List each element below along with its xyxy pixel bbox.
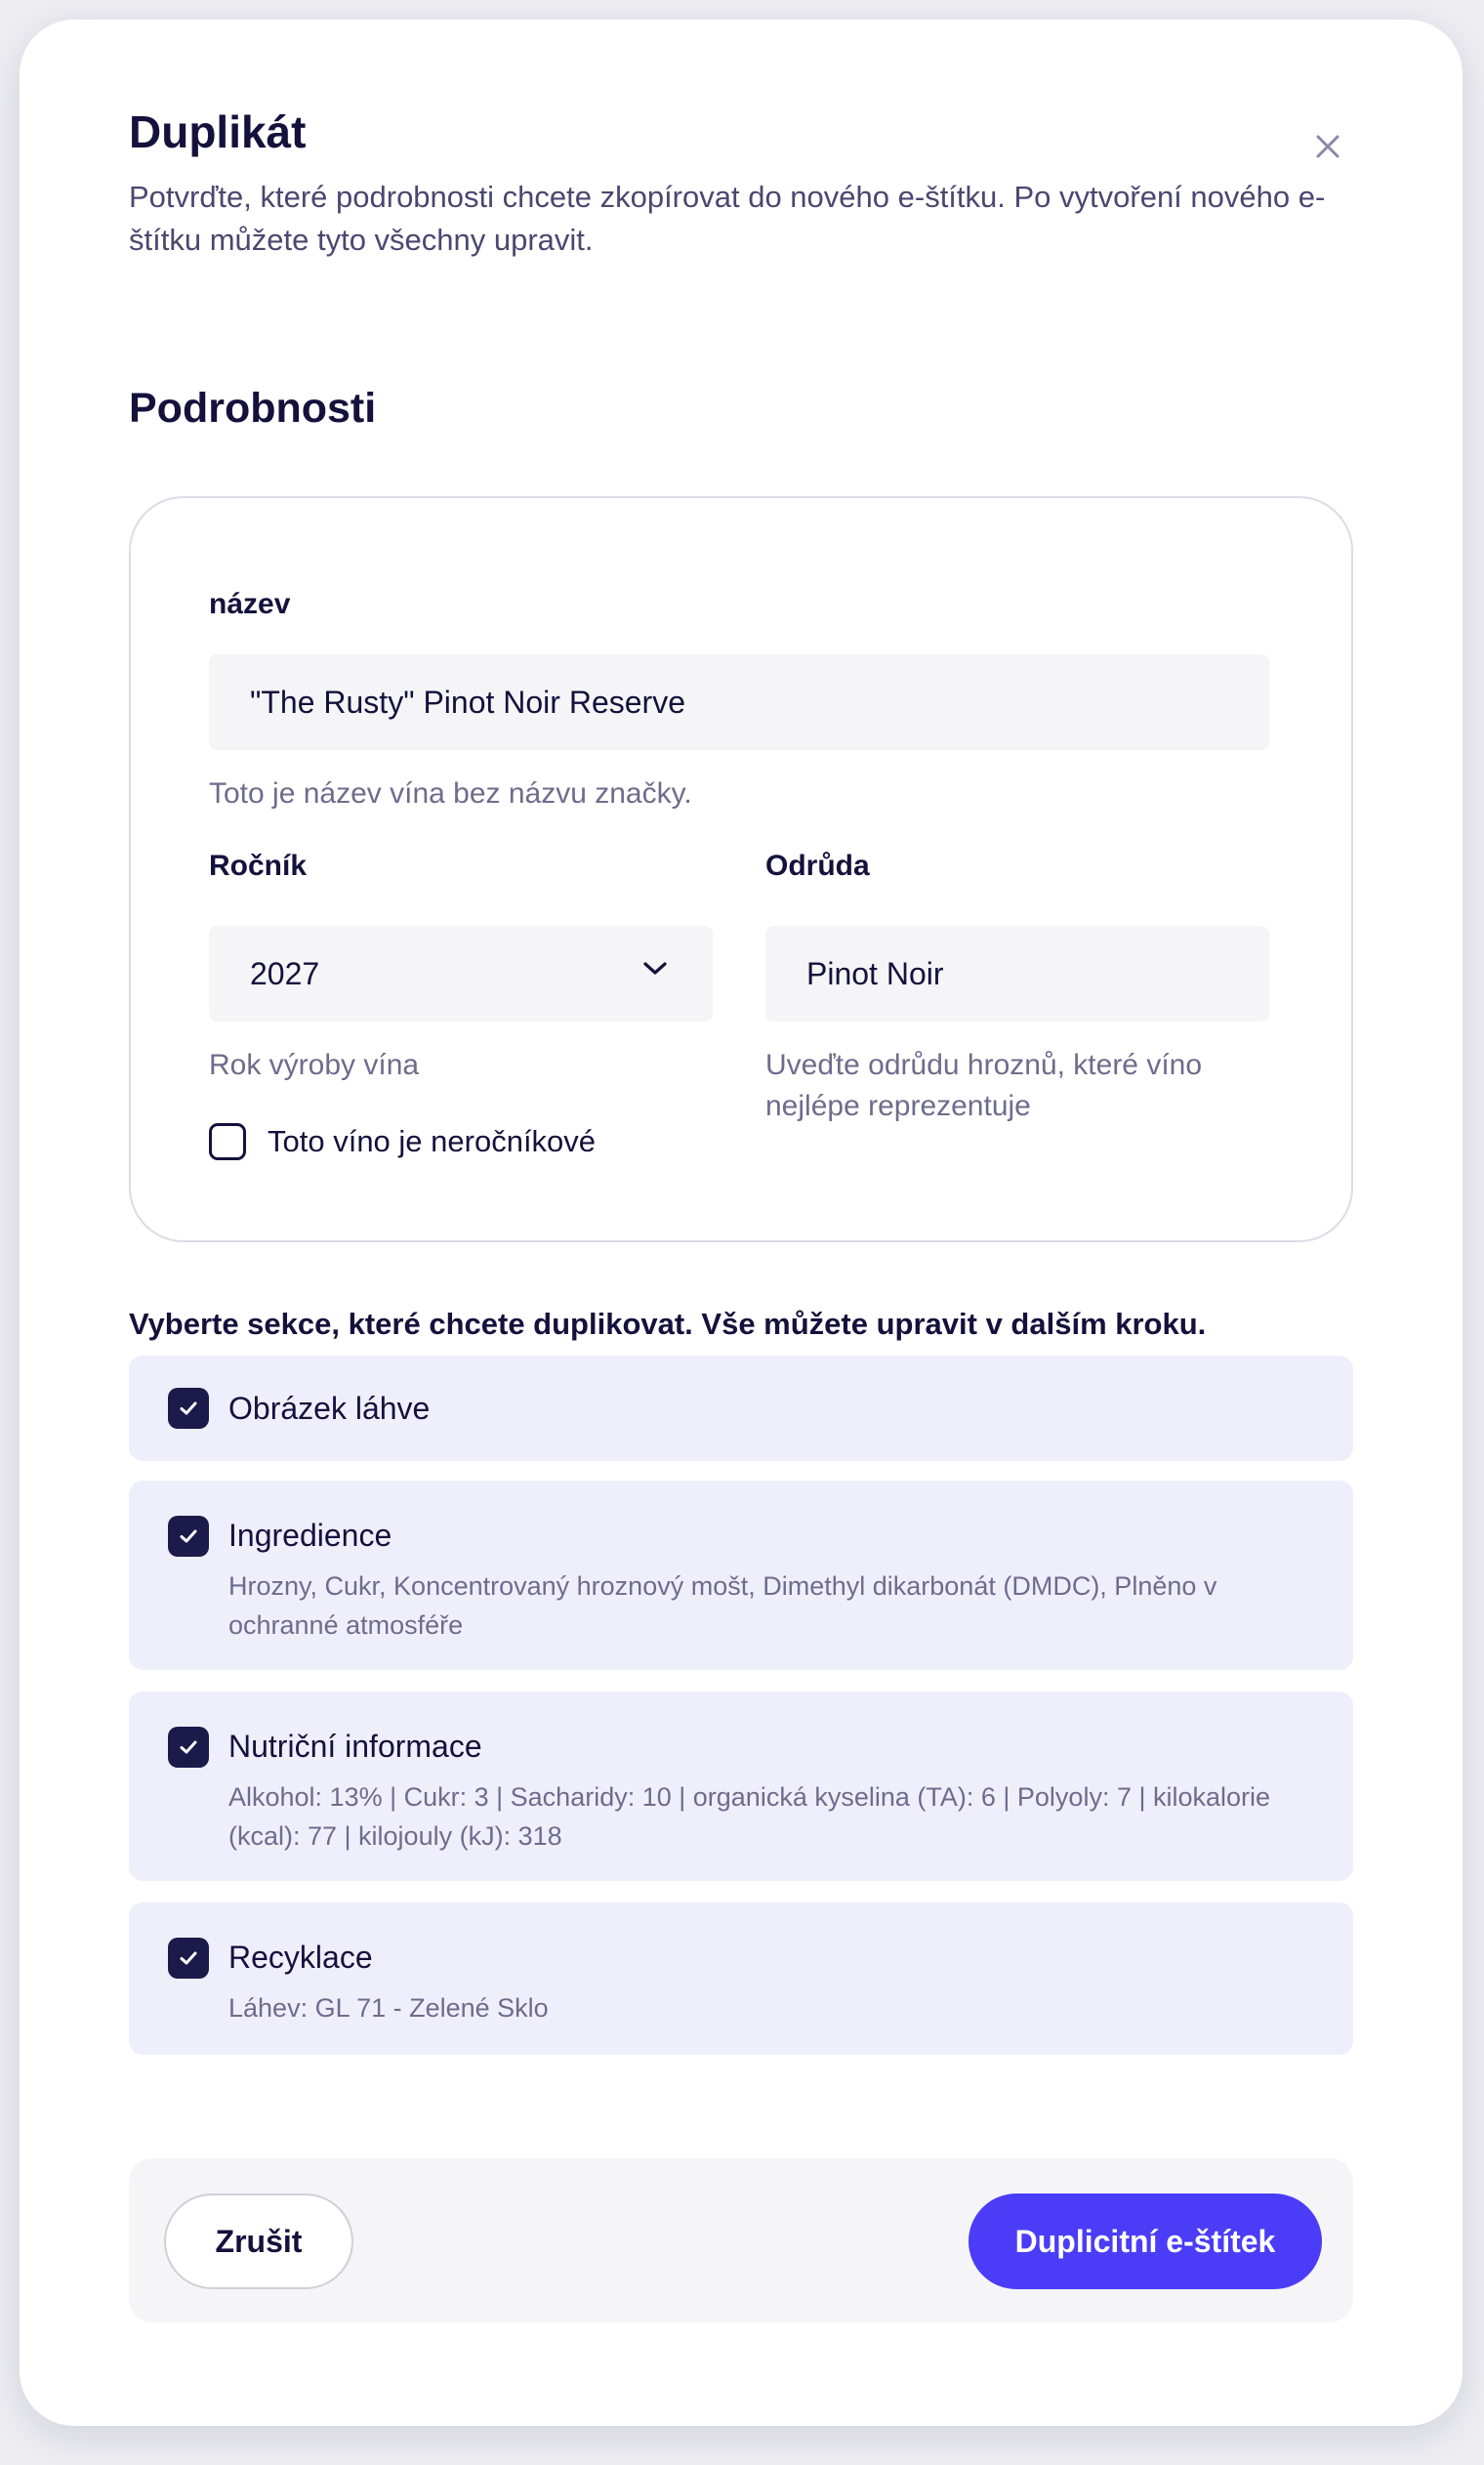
chevron-down-icon [642, 961, 668, 977]
variety-input[interactable]: Pinot Noir [765, 926, 1269, 1022]
section-item-title: Ingredience [228, 1518, 392, 1553]
checkbox-checked[interactable] [168, 1516, 209, 1557]
section-item-nutrition[interactable] [129, 1692, 1353, 1881]
dialog-subtitle: Potvrďte, které podrobnosti chcete zkopírovat do nového e-štítku. Po vytvoření nového e-štítku můžete tyto všechny upravit. [129, 180, 1326, 257]
name-input[interactable]: "The Rusty" Pinot Noir Reserve [209, 654, 1269, 750]
dialog-footer [129, 2158, 1353, 2322]
variety-hint: Uveďte odrůdu hroznů, které víno nejlépe reprezentuje [765, 1049, 1203, 1122]
sections-intro: Vyberte sekce, které chcete duplikovat. Vše můžete upravit v dalším kroku. [129, 1307, 1207, 1341]
checkbox-checked[interactable] [168, 1727, 209, 1768]
section-item-title: Nutriční informace [228, 1729, 482, 1764]
non-vintage-checkbox[interactable] [209, 1123, 246, 1160]
check-icon [177, 1525, 200, 1548]
dialog-title: Duplikát [129, 106, 307, 157]
section-item-ingredients[interactable] [129, 1481, 1353, 1670]
section-item-description: Hrozny, Cukr, Koncentrovaný hroznový mošt, Dimethyl dikarbonát (DMDC), Plněno v ochranné atmosféře [228, 1571, 1217, 1640]
variety-label: Odrůda [765, 850, 870, 882]
vintage-select[interactable] [209, 926, 713, 1022]
vintage-value: 2027 [250, 955, 320, 991]
section-item-title: Obrázek láhve [228, 1391, 431, 1426]
section-item-title: Recyklace [228, 1940, 373, 1975]
duplicate-dialog [20, 20, 1463, 2426]
checkbox-checked[interactable] [168, 1388, 209, 1429]
section-item-recycling[interactable] [129, 1902, 1353, 2055]
duplicate-label-button[interactable]: Duplicitní e-štítek [969, 2193, 1322, 2289]
section-item-description: Alkohol: 13% | Cukr: 3 | Sacharidy: 10 | organická kyselina (TA): 6 | Polyoly: 7 | kilokalorie (kcal): 77 | kilojouly (kJ): 318 [228, 1782, 1271, 1851]
details-heading: Podrobnosti [129, 385, 377, 432]
check-icon [177, 1735, 200, 1759]
close-icon[interactable] [1306, 125, 1349, 168]
check-icon [177, 1397, 200, 1420]
name-hint: Toto je název vína bez názvu značky. [209, 777, 692, 810]
vintage-hint: Rok výroby vína [209, 1049, 420, 1081]
name-label: název [209, 588, 291, 620]
checkbox-checked[interactable] [168, 1938, 209, 1979]
non-vintage-label[interactable]: Toto víno je neročníkové [268, 1124, 597, 1158]
section-item-description: Láhev: GL 71 - Zelené Sklo [228, 1993, 549, 2023]
cancel-button[interactable]: Zrušit [164, 2193, 353, 2289]
vintage-label: Ročník [209, 850, 308, 882]
section-item-bottle-image[interactable] [129, 1356, 1353, 1461]
check-icon [177, 1946, 200, 1970]
details-card [129, 496, 1353, 1242]
